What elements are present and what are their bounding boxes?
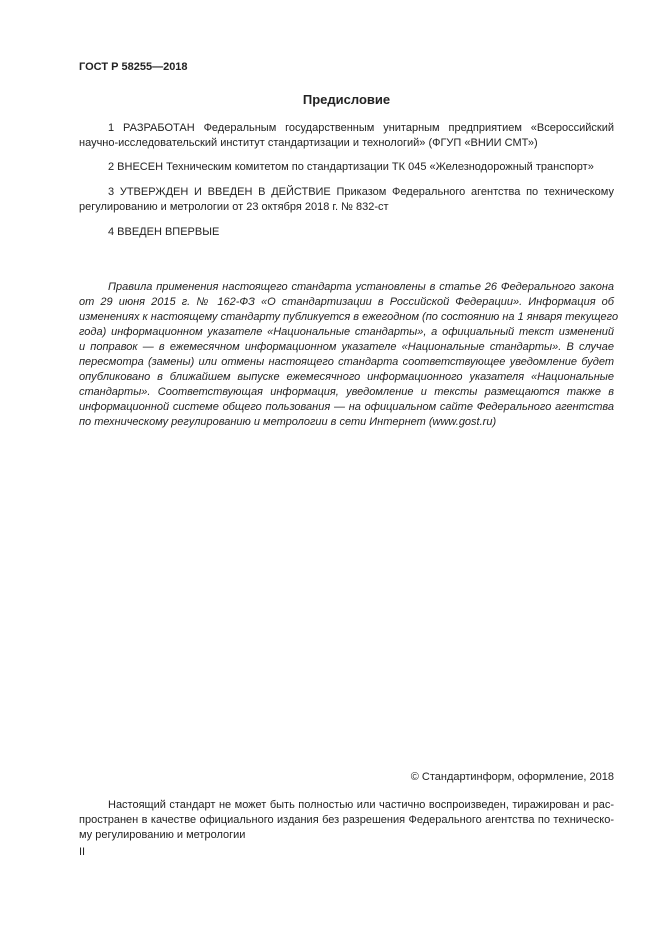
copyright: © Стандартинформ, оформление, 2018	[410, 771, 614, 783]
text-line: опубликовано в ближайшем выпуске ежемесячного информационного указателя «Национальные	[79, 371, 614, 383]
text-line: Правила применения настоящего стандарта установлены в статье 26 Федерального закона	[108, 281, 614, 293]
text-line: 2 ВНЕСЕН Техническим комитетом по стандартизации ТК 045 «Железнодорожный транспорт»	[108, 161, 594, 173]
text-line: по техническому регулированию и метрологии в сети Интернет (www.gost.ru)	[79, 416, 497, 428]
text-line: информационной системе общего пользования — на официальном сайте Федерального агентства	[79, 401, 614, 413]
text-line: 1 РАЗРАБОТАН Федеральным государственным унитарным предприятием «Всероссийский	[108, 122, 614, 134]
document-code: ГОСТ Р 58255—2018	[79, 61, 188, 73]
text-line: му регулированию и метрологии	[79, 829, 246, 841]
text-line: регулированию и метрологии от 23 октября 2018 г. № 832-ст	[79, 201, 389, 213]
text-line: 3 УТВЕРЖДЕН И ВВЕДЕН В ДЕЙСТВИЕ Приказом Федерального агентства по техническому	[108, 186, 614, 198]
text-line: Настоящий стандарт не может быть полностью или частично воспроизведен, тиражирован и рас-	[108, 799, 614, 811]
paragraph-first-introduced	[79, 225, 614, 240]
notice-paragraph	[79, 280, 619, 430]
text-line: от 29 июня 2015 г. № 162-ФЗ «О стандартизации в Российской Федерации». Информация об	[79, 296, 614, 308]
text-line: стандарты». Соответствующая информация, уведомление и тексты размещаются также в	[79, 386, 614, 398]
text-line: пересмотра (замены) или отмены настоящего стандарта соответствующее уведомление будет	[79, 356, 614, 368]
text-line: и поправок — в ежемесячном информационном указателе «Национальные стандарты». В случае	[79, 341, 614, 353]
paragraph-developed	[79, 121, 614, 151]
paragraph-approved	[79, 185, 614, 215]
rights-paragraph	[79, 798, 614, 843]
text-line: изменениях к настоящему стандарту публикуется в ежегодном (по состоянию на 1 января текущего	[79, 311, 619, 323]
paragraph-introduced	[79, 160, 614, 175]
page-title: Предисловие	[302, 92, 391, 107]
text-line: 4 ВВЕДЕН ВПЕРВЫЕ	[108, 226, 220, 238]
text-line: научно-исследовательский институт стандартизации и технологий» (ФГУП «ВНИИ СМТ»)	[79, 137, 538, 149]
text-line: года) информационном указателе «Национальные стандарты», а официальный текст изменений	[79, 326, 614, 338]
text-line: пространен в качестве официального издания без разрешения Федерального агентства по техническо-	[79, 814, 614, 826]
page-number: II	[79, 846, 86, 858]
